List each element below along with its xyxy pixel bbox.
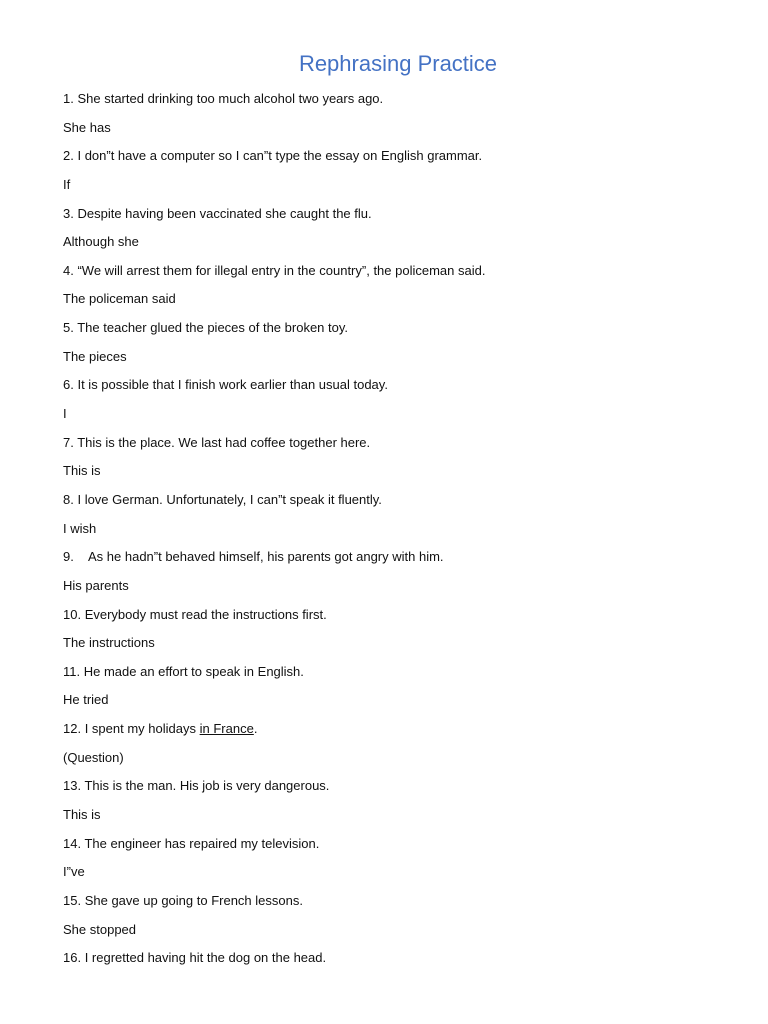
question-text: This is the place. We last had coffee together here. bbox=[77, 434, 371, 450]
question-text: She gave up going to French lessons. bbox=[84, 892, 303, 908]
question-text: This is the man. His job is very dangerous. bbox=[84, 778, 330, 794]
prompt-4: The policeman said bbox=[63, 291, 176, 307]
prompt-10: The instructions bbox=[63, 635, 155, 651]
question-text: The engineer has repaired my television. bbox=[84, 835, 320, 851]
question-text: Despite having been vaccinated she caught the flu. bbox=[77, 205, 372, 221]
question-text: “We will arrest them for illegal entry in the country”, the policeman said. bbox=[77, 262, 486, 278]
question-number: 14. bbox=[63, 835, 82, 851]
prompt-15: She stopped bbox=[63, 921, 137, 937]
question-11 bbox=[63, 663, 743, 692]
question-text-end: . bbox=[253, 721, 258, 737]
question-number: 16. bbox=[63, 950, 82, 966]
prompt-5: The pieces bbox=[63, 348, 127, 364]
prompt-3: Although she bbox=[63, 234, 139, 250]
question-number: 7. bbox=[63, 434, 74, 450]
question-number: 2. bbox=[63, 148, 74, 164]
question-text: I regretted having hit the dog on the head. bbox=[84, 950, 327, 966]
prompt-6: I bbox=[63, 406, 67, 422]
question-8 bbox=[63, 491, 743, 520]
question-14 bbox=[63, 835, 743, 864]
question-16 bbox=[63, 949, 743, 978]
question-number: 8. bbox=[63, 491, 74, 507]
question-text: He made an effort to speak in English. bbox=[83, 663, 304, 679]
underlined-phrase: in France bbox=[199, 721, 254, 737]
question-4 bbox=[63, 262, 743, 291]
question-number: 15. bbox=[63, 892, 82, 908]
question-10 bbox=[63, 606, 743, 635]
question-5 bbox=[63, 319, 743, 348]
question-12 bbox=[63, 720, 743, 749]
exercise-list bbox=[63, 90, 743, 978]
prompt-9: His parents bbox=[63, 577, 129, 593]
question-13 bbox=[63, 777, 743, 806]
question-number: 11. bbox=[63, 663, 81, 679]
question-text: I love German. Unfortunately, I can”t speak it fluently. bbox=[77, 491, 382, 507]
page-title: Rephrasing Practice bbox=[298, 51, 498, 76]
question-text: I spent my holidays bbox=[84, 721, 196, 737]
question-number: 13. bbox=[63, 778, 82, 794]
question-text: She started drinking too much alcohol two years ago. bbox=[77, 91, 384, 106]
question-3 bbox=[63, 205, 743, 234]
question-number: 3. bbox=[63, 205, 74, 221]
question-text: The teacher glued the pieces of the broken toy. bbox=[77, 320, 348, 336]
question-text: It is possible that I finish work earlier than usual today. bbox=[77, 377, 388, 393]
question-6 bbox=[63, 376, 743, 405]
question-text: As he hadn”t behaved himself, his parents got angry with him. bbox=[88, 549, 444, 565]
prompt-2: If bbox=[63, 176, 71, 192]
question-number: 6. bbox=[63, 377, 74, 393]
prompt-1: She has bbox=[63, 119, 111, 135]
question-number: 10. bbox=[63, 606, 82, 622]
prompt-14: I”ve bbox=[63, 864, 85, 880]
prompt-11: He tried bbox=[63, 692, 109, 708]
prompt-12: (Question) bbox=[63, 749, 124, 765]
question-9 bbox=[63, 548, 743, 577]
prompt-7: This is bbox=[63, 463, 101, 479]
question-15 bbox=[63, 892, 743, 921]
question-number: 5. bbox=[63, 320, 74, 336]
question-number: 9. bbox=[63, 549, 74, 565]
question-1 bbox=[63, 90, 743, 119]
question-number: 1. bbox=[63, 91, 74, 106]
prompt-8: I wish bbox=[63, 520, 97, 536]
prompt-13: This is bbox=[63, 807, 101, 823]
question-number: 4. bbox=[63, 262, 74, 278]
question-2 bbox=[63, 147, 743, 176]
question-7 bbox=[63, 434, 743, 463]
question-number: 12. bbox=[63, 721, 82, 737]
question-text: Everybody must read the instructions first. bbox=[84, 606, 327, 622]
question-text: I don”t have a computer so I can”t type the essay on English grammar. bbox=[77, 148, 483, 164]
